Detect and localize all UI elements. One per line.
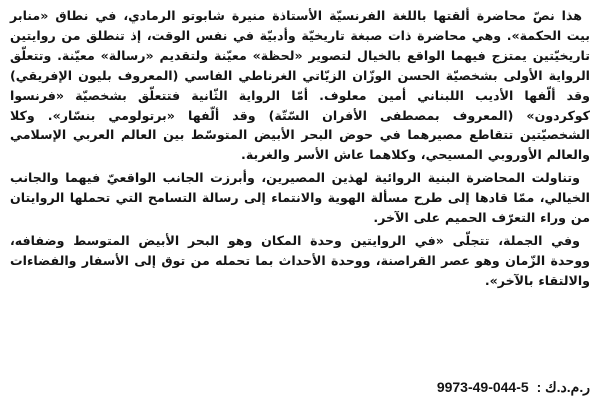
isbn-number: 9973-49-044-5 — [436, 379, 529, 395]
isbn-label: ر.م.د.ك : — [536, 379, 590, 395]
paragraph-structure: وتناولت المحاضرة البنية الروائية لهذين المصيرين، وأبرزت الجانب الواقعيّ فيهما والجانب الخيالي، ممّا قادها إلى طرح مسألة الهوية والانتماء إلى رسالة التسامح التي تحملها الروايتان من وراء التعرّف الحميم على الآخر. — [10, 170, 590, 226]
article-body — [10, 6, 590, 291]
isbn-line — [10, 379, 590, 396]
paragraph-summary: وفي الجملة، تتجلّى «في الروايتين وحدة المكان وهو البحر الأبيض المتوسط وضفافه، ووحدة الزّمان وهو عصر القراصنة، ووحدة الأحداث بما تحمله من توق إلى الأسفار والفضاءات والالتقاء بالآخر». — [10, 232, 590, 288]
paragraph-intro: هذا نصّ محاضرة ألقتها باللغة الفرنسيّة الأستاذة منيرة شابوتو الرمادي، في نطاق «منابر بيت الحكمة». وهي محاضرة ذات صبغة تاريخيّة وأدبيّة في نفس الوقت، إذ تنطلق من روايتين تاريخيّتين يمتزج فيهما الواقع بالخيال لتصوير «لحظة» معيّنة ولتقديم «رسالة» معيّنة. وتتعلّق الرواية الأولى بشخصيّة الحسن الوزّان الزيّاتي الغرناطي الفاسي (المعروف بليون الإفريقي) وقد ألّفها الأديب اللبناني أمين معلوف. أمّا الرواية الثّانية فتتعلّق بشخصيّة «فرنسوا كوكردون» (المعروف بمصطفى الأفران السّتّة) وقد ألّفها «برتولومي بنسّار». وكلا الشخصيّتين تتقاطع مصيرهما في حوض البحر الأبيض المتوسّط بين العالم العربي الإسلامي والعالم الأوروبي المسيحي، وكلاهما عاش الأسر والغربة. — [10, 8, 590, 163]
